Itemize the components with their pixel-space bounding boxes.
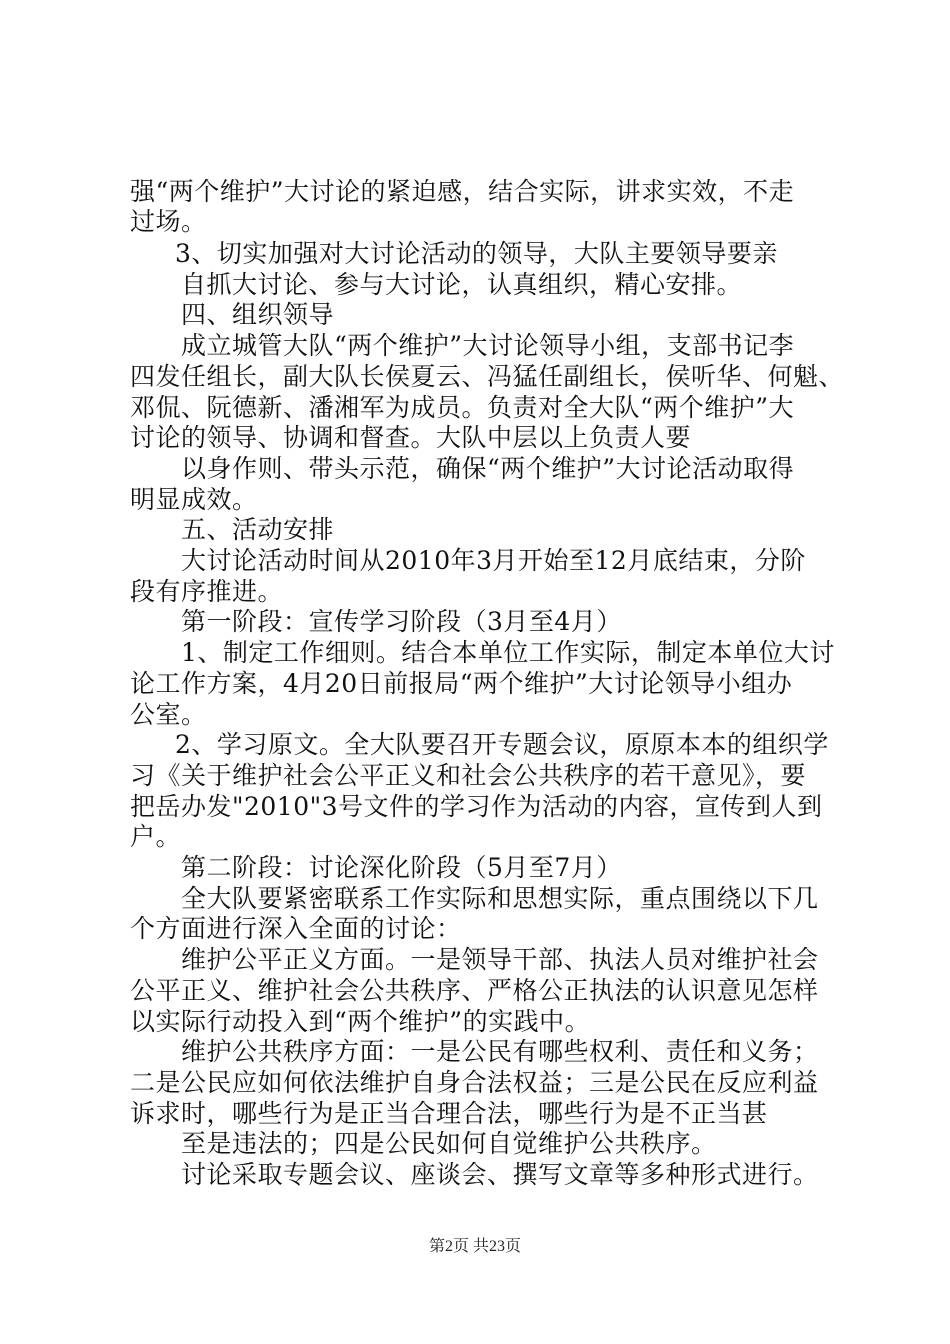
text-line: 过场。 [130, 207, 207, 236]
text-line: 讨论采取专题会议、座谈会、撰写文章等多种形式进行。 [181, 1160, 819, 1189]
text-line: 全大队要紧密联系工作实际和思想实际，重点围绕以下几 [181, 884, 819, 913]
text-line: 个方面进行深入全面的讨论： [130, 914, 462, 943]
text-line: 邓侃、阮德新、潘湘军为成员。负责对全大队“两个维护”大 [130, 393, 795, 422]
section-heading: 五、活动安排 [181, 515, 335, 544]
text-line: 强“两个维护”大讨论的紧迫感，结合实际，讲求实效，不走 [130, 177, 795, 206]
text-line: 自抓大讨论、参与大讨论，认真组织，精心安排。 [181, 270, 743, 299]
text-line: 讨论的领导、协调和督查。大队中层以上负责人要 [130, 423, 692, 452]
text-line: 1、制定工作细则。结合本单位工作实际，制定本单位大讨 [181, 638, 835, 667]
phase-heading: 第一阶段：宣传学习阶段（3月至4月） [181, 607, 622, 636]
text-line: 以实际行动投入到“两个维护”的实践中。 [130, 1007, 591, 1036]
text-line: 户。 [130, 822, 182, 851]
text-line: 诉求时，哪些行为是正当合理合法，哪些行为是不正当甚 [130, 1099, 768, 1128]
text-line: 至是违法的；四是公民如何自觉维护公共秩序。 [181, 1129, 717, 1158]
text-line: 二是公民应如何依法维护自身合法权益；三是公民在反应利益 [130, 1068, 819, 1097]
page-number-footer: 第2页 共23页 [428, 1238, 521, 1255]
text-line: 成立城管大队“两个维护”大讨论领导小组，支部书记李 [181, 331, 795, 360]
text-line: 明显成效。 [130, 485, 258, 514]
text-line: 以身作则、带头示范，确保“两个维护”大讨论活动取得 [181, 454, 795, 483]
text-line: 把岳办发"2010"3号文件的学习作为活动的内容，宣传到人到 [130, 792, 823, 821]
text-line: 3、切实加强对大讨论活动的领导，大队主要领导要亲 [175, 239, 778, 268]
text-line: 维护公共秩序方面：一是公民有哪些权利、责任和义务； [181, 1037, 819, 1066]
text-line: 论工作方案，4月20日前报局“两个维护”大讨论领导小组办 [130, 669, 793, 698]
phase-heading: 第二阶段：讨论深化阶段（5月至7月） [181, 853, 622, 882]
section-heading: 四、组织领导 [181, 300, 335, 329]
text-line: 维护公平正义方面。一是领导干部、执法人员对维护社会 [181, 945, 819, 974]
text-line: 2、学习原文。全大队要召开专题会议，原原本本的组织学 [175, 730, 829, 759]
text-line: 公平正义、维护社会公共秩序、严格公正执法的认识意见怎样 [130, 976, 819, 1005]
text-line: 习《关于维护社会公平正义和社会公共秩序的若干意见》，要 [130, 761, 807, 790]
text-line: 大讨论活动时间从2010年3月开始至12月底结束，分阶 [181, 546, 806, 575]
text-line: 四发任组长，副大队长侯夏云、冯猛任副组长，侯听华、何魁、 [130, 362, 845, 391]
text-line: 段有序推进。 [130, 577, 284, 606]
text-line: 公室。 [130, 700, 207, 729]
